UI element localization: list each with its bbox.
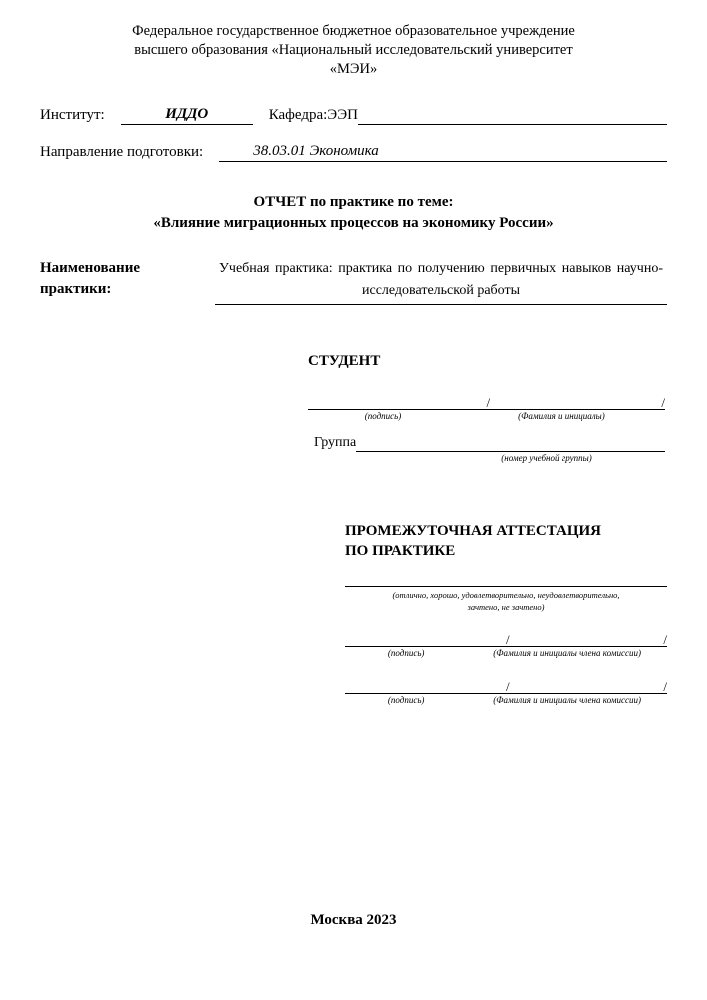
direction-value: 38.03.01 Экономика xyxy=(253,143,379,159)
org-title-line-2: высшего образования «Национальный исследовательский университет xyxy=(134,42,573,58)
student-signature-field[interactable] xyxy=(308,392,665,410)
practice-label xyxy=(40,258,215,300)
slash-right: / xyxy=(661,395,665,410)
practice-value-field[interactable] xyxy=(215,258,667,305)
caption-member: (Фамилия и инициалы члена комиссии) xyxy=(493,648,642,658)
commission-member-1-block xyxy=(345,629,667,658)
direction-row xyxy=(40,142,667,162)
student-signature-captions xyxy=(308,411,665,421)
commission-member-2-captions xyxy=(345,695,667,705)
slash-left: / xyxy=(486,395,491,410)
caption-signature: (подпись) xyxy=(387,695,425,705)
org-title-line-1: Федеральное государственное бюджетное образовательное учреждение xyxy=(132,23,575,39)
caption-member: (Фамилия и инициалы члена комиссии) xyxy=(493,695,642,705)
commission-member-2-signature-field[interactable] xyxy=(345,676,667,694)
slash-right: / xyxy=(663,632,667,647)
caption-signature: (подпись) xyxy=(387,648,425,658)
institute-value: ИДДО xyxy=(165,106,209,122)
caption-signature: (подпись) xyxy=(364,411,402,421)
department-label-value: Кафедра:ЭЭП xyxy=(268,107,358,123)
report-title xyxy=(40,192,667,234)
institute-row xyxy=(40,105,667,125)
commission-member-1-row xyxy=(345,629,667,647)
student-signature-area xyxy=(40,392,667,463)
grade-caption xyxy=(345,589,667,613)
commission-member-2-block xyxy=(345,676,667,705)
attestation-area xyxy=(40,581,667,705)
group-label: Группа xyxy=(314,435,357,450)
direction-value-wrap xyxy=(219,143,667,161)
report-title-line-2: «Влияние миграционных процессов на экономику России» xyxy=(153,215,554,231)
grade-caption-line-1: (отлично, хорошо, удовлетворительно, неудовлетворительно, xyxy=(392,590,620,600)
commission-member-2-row xyxy=(345,676,667,694)
attestation-heading-line-1: ПРОМЕЖУТОЧНАЯ АТТЕСТАЦИЯ xyxy=(345,523,602,539)
practice-label-line-1: Наименование xyxy=(40,260,140,276)
grade-caption-line-2: зачтено, не зачтено) xyxy=(467,602,545,612)
practice-label-line-2: практики: xyxy=(40,281,112,297)
group-field[interactable] xyxy=(356,433,665,452)
direction-field[interactable] xyxy=(219,142,667,162)
student-signature-row xyxy=(308,392,665,410)
slash-left: / xyxy=(506,632,510,647)
department-field[interactable] xyxy=(358,105,667,125)
practice-name-block xyxy=(40,258,667,305)
report-title-line-1: ОТЧЕТ по практике по теме: xyxy=(253,194,454,210)
student-heading: СТУДЕНТ xyxy=(308,353,381,369)
institute-field[interactable] xyxy=(121,105,253,125)
footer-city-year: Москва 2023 xyxy=(310,912,397,928)
attestation-heading xyxy=(40,521,667,561)
practice-value: Учебная практика: практика по получению первичных навыков научно-исследовательской работы xyxy=(219,261,663,298)
group-caption: (номер учебной группы) xyxy=(501,453,592,463)
direction-label: Направление подготовки: xyxy=(40,144,204,160)
grade-field[interactable] xyxy=(345,581,667,587)
attestation-heading-line-2: ПО ПРАКТИКЕ xyxy=(345,543,456,559)
caption-name: (Фамилия и инициалы) xyxy=(518,411,605,421)
student-group-row xyxy=(308,433,665,452)
institute-label: Институт: xyxy=(40,107,105,123)
slash-right: / xyxy=(663,679,667,694)
org-title-line-3: «МЭИ» xyxy=(329,61,378,77)
slash-left: / xyxy=(506,679,510,694)
organization-title xyxy=(40,22,667,79)
commission-member-1-signature-field[interactable] xyxy=(345,629,667,647)
commission-member-1-captions xyxy=(345,648,667,658)
